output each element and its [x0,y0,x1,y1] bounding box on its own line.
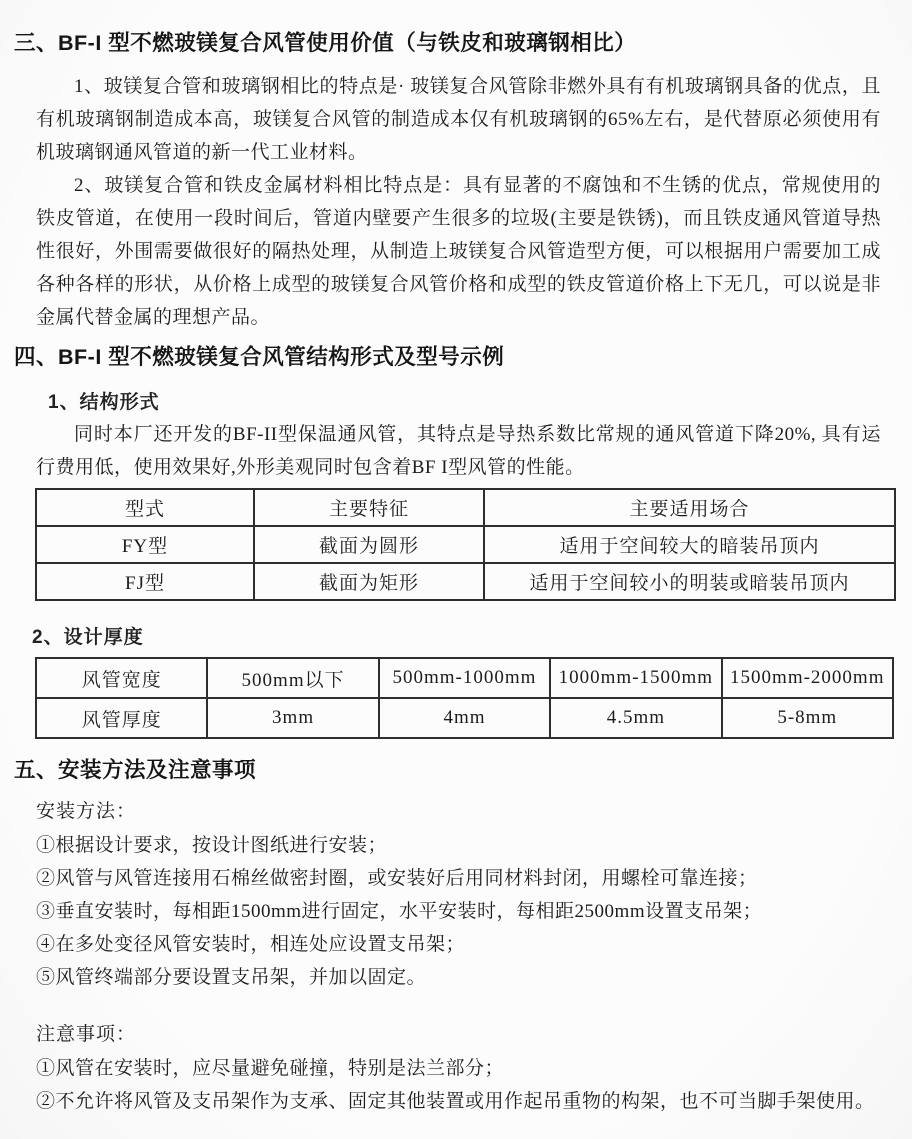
install-step: ①根据设计要求，按设计图纸进行安装； [36,835,388,856]
structure-form-body [36,418,881,484]
table-cell: 500mm-1000mm [379,658,550,698]
table-cell: 截面为矩形 [254,563,484,600]
table-cell: 风管宽度 [36,658,207,698]
table-cell: 截面为圆形 [254,526,484,563]
table-header-cell: 主要特征 [254,489,484,526]
precautions-list [36,1052,881,1118]
install-methods-list [36,829,881,994]
table-cell: 适用于空间较大的暗装吊顶内 [484,526,895,563]
section3-paragraph-2: 2、玻镁复合管和铁皮金属材料相比特点是：具有显著的不腐蚀和不生锈的优点，常规使用的铁皮管道，在使用一段时间后，管道内壁要产生很多的垃圾(主要是铁锈)，而且铁皮通风管道导热性很好，外围需要做很好的隔热处理，从制造上玻镁复合风管造型方便，可以根据用户需要加工成各种各样的形状，从价格上成型的玻镁复合风管价格和成型的铁皮管道价格上下无几，可以说是非金属代替金属的理想产品。 [36,175,881,328]
table-row [36,698,893,738]
precaution-item: ①风管在安装时，应尽量避免碰撞，特别是法兰部分； [36,1058,505,1079]
section4-heading: 四、BF-I 型不燃玻镁复合风管结构形式及型号示例 [14,345,505,369]
section5-heading: 五、安装方法及注意事项 [14,758,257,782]
table-cell: 1000mm-1500mm [550,658,721,698]
table-cell: 4.5mm [550,698,721,738]
section3-heading: 三、BF-I 型不燃玻镁复合风管使用价值（与铁皮和玻璃钢相比） [14,31,637,55]
install-step: ③垂直安装时，每相距1500mm进行固定，水平安装时，每相距2500mm设置支吊架； [36,901,763,922]
install-step: ④在多处变径风管安装时，相连处应设置支吊架； [36,934,466,955]
table-row [36,563,895,600]
table-cell: FJ型 [36,563,254,600]
table-cell: 适用于空间较小的明装或暗装吊顶内 [484,563,895,600]
section3-paragraph-1: 1、玻镁复合管和玻璃钢相比的特点是· 玻镁复合风管除非燃外具有有机玻璃钢具备的优点，且有机玻璃钢制造成本高，玻镁复合风管的制造成本仅有机玻璃钢的65%左右，是代替原必须使用有机玻璃钢通风管道的新一代工业材料。 [36,76,881,163]
table-row [36,658,893,698]
table-cell: 3mm [207,698,378,738]
design-thickness-subheading: 2、设计厚度 [32,627,144,648]
table-row [36,526,895,563]
section3-body [36,70,881,334]
install-step: ⑤风管终端部分要设置支吊架，并加以固定。 [36,967,427,988]
table-cell: 4mm [379,698,550,738]
table-header-cell: 主要适用场合 [484,489,895,526]
table-header-row [36,489,895,526]
precaution-item: ②不允许将风管及支吊架作为支承、固定其他装置或用作起吊重物的构架，也不可当脚手架使用。 [36,1091,875,1112]
structure-form-subheading: 1、结构形式 [48,392,160,413]
thickness-table [35,657,894,739]
install-methods-title: 安装方法： [36,801,137,822]
table-cell: 风管厚度 [36,698,207,738]
precautions-title: 注意事项： [36,1024,137,1045]
structure-form-paragraph: 同时本厂还开发的BF-II型保温通风管，其特点是导热系数比常规的通风管道下降20%, 具有运行费用低，使用效果好,外形美观同时包含着BF I型风管的性能。 [36,424,881,478]
table-header-cell: 型式 [36,489,254,526]
table-cell: FY型 [36,526,254,563]
table-cell: 5-8mm [722,698,893,738]
structure-table [35,488,896,601]
install-step: ②风管与风管连接用石棉丝做密封圈，或安装好后用同材料封闭，用螺栓可靠连接； [36,868,758,889]
table-cell: 1500mm-2000mm [722,658,893,698]
table-cell: 500mm以下 [207,658,378,698]
